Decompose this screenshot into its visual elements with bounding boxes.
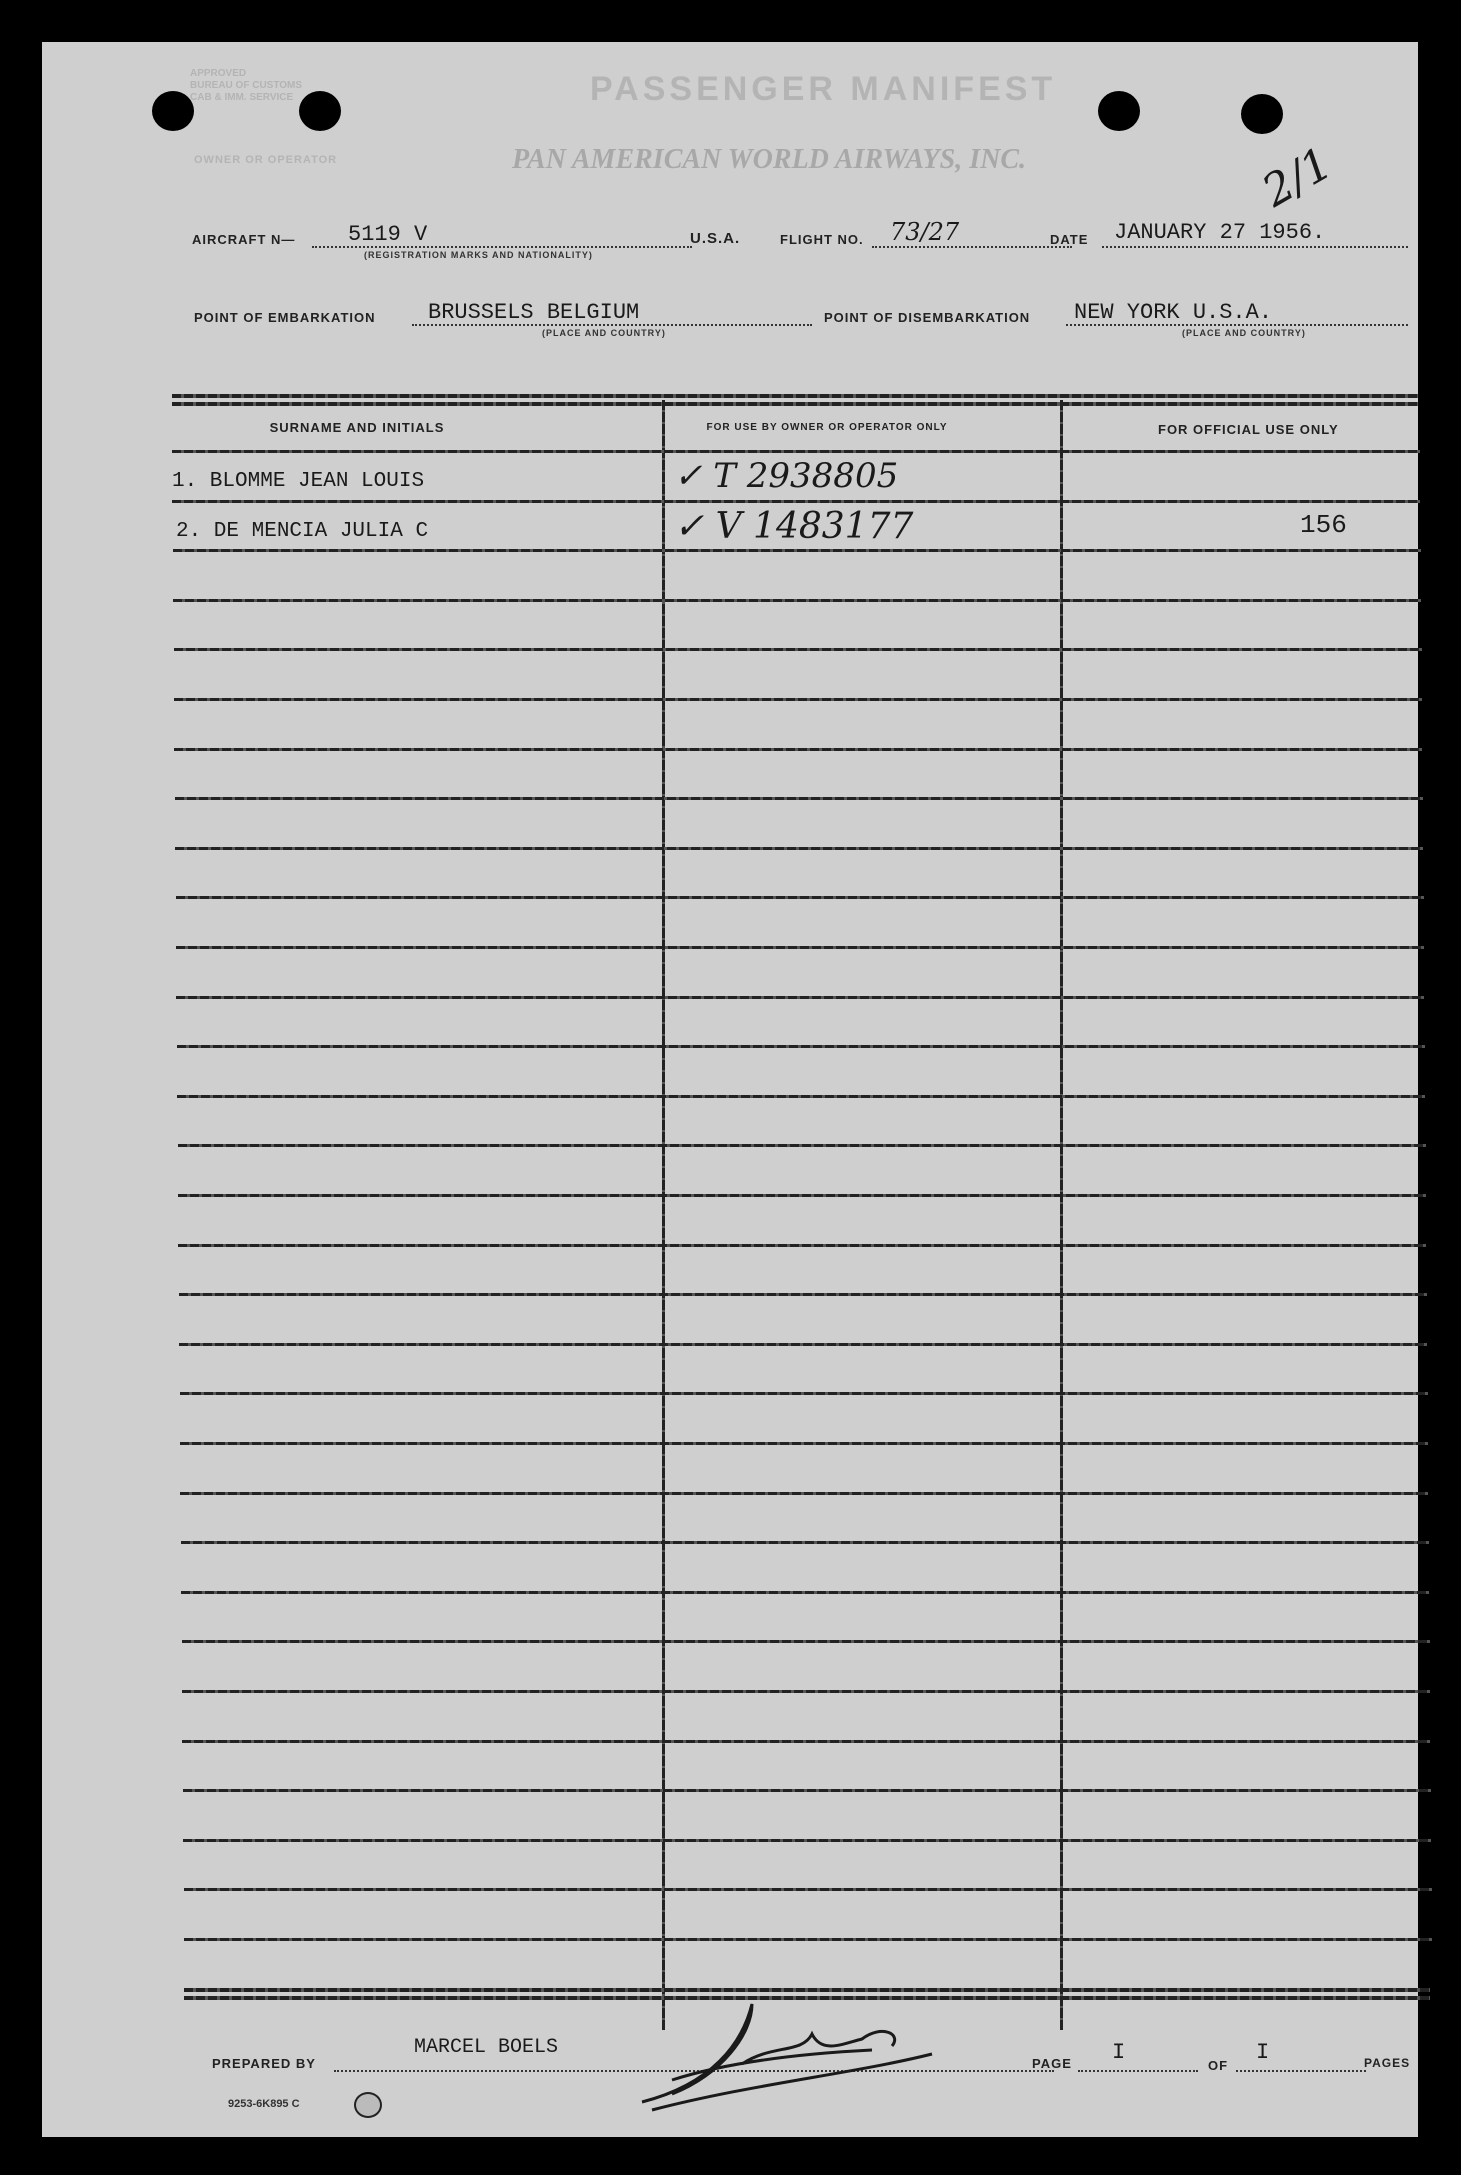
embarkation-underline (412, 324, 812, 326)
row-rule (175, 847, 1423, 850)
row-rule (177, 1045, 1425, 1048)
passenger-owner-note: ✓ T 2938805 (674, 456, 899, 496)
date-underline (1102, 246, 1408, 248)
page-label: PAGE (1032, 2056, 1072, 2071)
flight-underline (872, 246, 1072, 248)
row-rule (172, 450, 1420, 453)
page-underline (1078, 2070, 1198, 2072)
disembarkation-underline (1066, 324, 1408, 326)
passenger-official: 156 (1300, 510, 1347, 540)
row-rule (173, 599, 1421, 602)
union-label-icon (354, 2092, 382, 2118)
embarkation-value: BRUSSELS BELGIUM (428, 300, 640, 325)
passenger-owner-note: ✓ V 1483177 (674, 506, 914, 547)
punch-hole (1241, 94, 1283, 134)
prepared-value: MARCEL BOELS (414, 2036, 559, 2059)
page-value: I (1112, 2040, 1126, 2065)
row-rule (174, 648, 1422, 651)
row-rule (174, 748, 1422, 751)
row-rule (172, 500, 1420, 503)
row-rule (182, 1640, 1430, 1643)
punch-hole (152, 91, 194, 131)
row-rule (180, 1492, 1428, 1495)
row-rule (184, 1938, 1432, 1941)
passenger-name: 1. BLOMME JEAN LOUIS (172, 470, 425, 493)
row-rule (178, 1144, 1426, 1147)
approval-line: CAB & IMM. SERVICE (190, 92, 294, 103)
page-title: PASSENGER MANIFEST (590, 70, 1057, 108)
aircraft-value: 5119 V (348, 222, 428, 247)
sheet-mark: 2/1 (1253, 137, 1341, 218)
row-rule (179, 1343, 1427, 1346)
form-code: 9253-6K895 C (228, 2098, 300, 2110)
flight-value: 73/27 (890, 218, 960, 246)
column-header-owner: FOR USE BY OWNER OR OPERATOR ONLY (706, 422, 948, 433)
aircraft-label: AIRCRAFT N— (192, 232, 296, 247)
row-rule (178, 1194, 1426, 1197)
disembarkation-sublabel: (PLACE AND COUNTRY) (1182, 328, 1306, 338)
of-label: OF (1208, 2058, 1229, 2073)
aircraft-sublabel: (REGISTRATION MARKS AND NATIONALITY) (364, 250, 593, 260)
row-rule (178, 1244, 1426, 1247)
embarkation-label: POINT OF EMBARKATION (194, 310, 376, 325)
row-rule (174, 698, 1422, 701)
punch-hole (1098, 91, 1140, 131)
manifest-sheet (42, 42, 1418, 2137)
date-label: DATE (1050, 232, 1089, 247)
owner-label: OWNER OR OPERATOR (194, 154, 338, 166)
row-rule (173, 549, 1421, 552)
disembarkation-value: NEW YORK U.S.A. (1074, 300, 1273, 325)
of-value: I (1256, 2040, 1270, 2065)
pages-label: PAGES (1364, 2056, 1411, 2070)
aircraft-underline (312, 246, 692, 248)
owner-name: PAN AMERICAN WORLD AIRWAYS, INC. (512, 144, 1027, 175)
row-rule (180, 1442, 1428, 1445)
column-divider (662, 400, 665, 2030)
usa-label: U.S.A. (690, 230, 741, 247)
prepared-label: PREPARED BY (212, 2056, 316, 2071)
embarkation-sublabel: (PLACE AND COUNTRY) (542, 328, 666, 338)
passenger-name: 2. DE MENCIA JULIA C (176, 520, 429, 543)
table-top-rule (172, 394, 1418, 398)
row-rule (184, 1888, 1432, 1891)
row-rule (176, 896, 1424, 899)
column-divider (1060, 400, 1063, 2030)
punch-hole (299, 91, 341, 131)
row-rule (180, 1392, 1428, 1395)
row-rule (175, 797, 1423, 800)
row-rule (182, 1740, 1430, 1743)
column-header-official: FOR OFFICIAL USE ONLY (1158, 422, 1339, 437)
disembarkation-label: POINT OF DISEMBARKATION (824, 310, 1031, 325)
date-value: JANUARY 27 1956. (1114, 220, 1326, 245)
row-rule (181, 1541, 1429, 1544)
row-rule (181, 1591, 1429, 1594)
approval-line: BUREAU OF CUSTOMS (190, 80, 303, 91)
signature (632, 1984, 992, 2124)
approval-line: APPROVED (190, 68, 247, 79)
row-rule (177, 1095, 1425, 1098)
row-rule (183, 1789, 1431, 1792)
row-rule (179, 1293, 1427, 1296)
row-rule (176, 996, 1424, 999)
row-rule (182, 1690, 1430, 1693)
of-underline (1236, 2070, 1366, 2072)
flight-label: FLIGHT NO. (780, 232, 864, 247)
row-rule (183, 1839, 1431, 1842)
column-header-name: SURNAME AND INITIALS (269, 420, 445, 435)
table-top-rule (172, 402, 1418, 406)
row-rule (176, 946, 1424, 949)
